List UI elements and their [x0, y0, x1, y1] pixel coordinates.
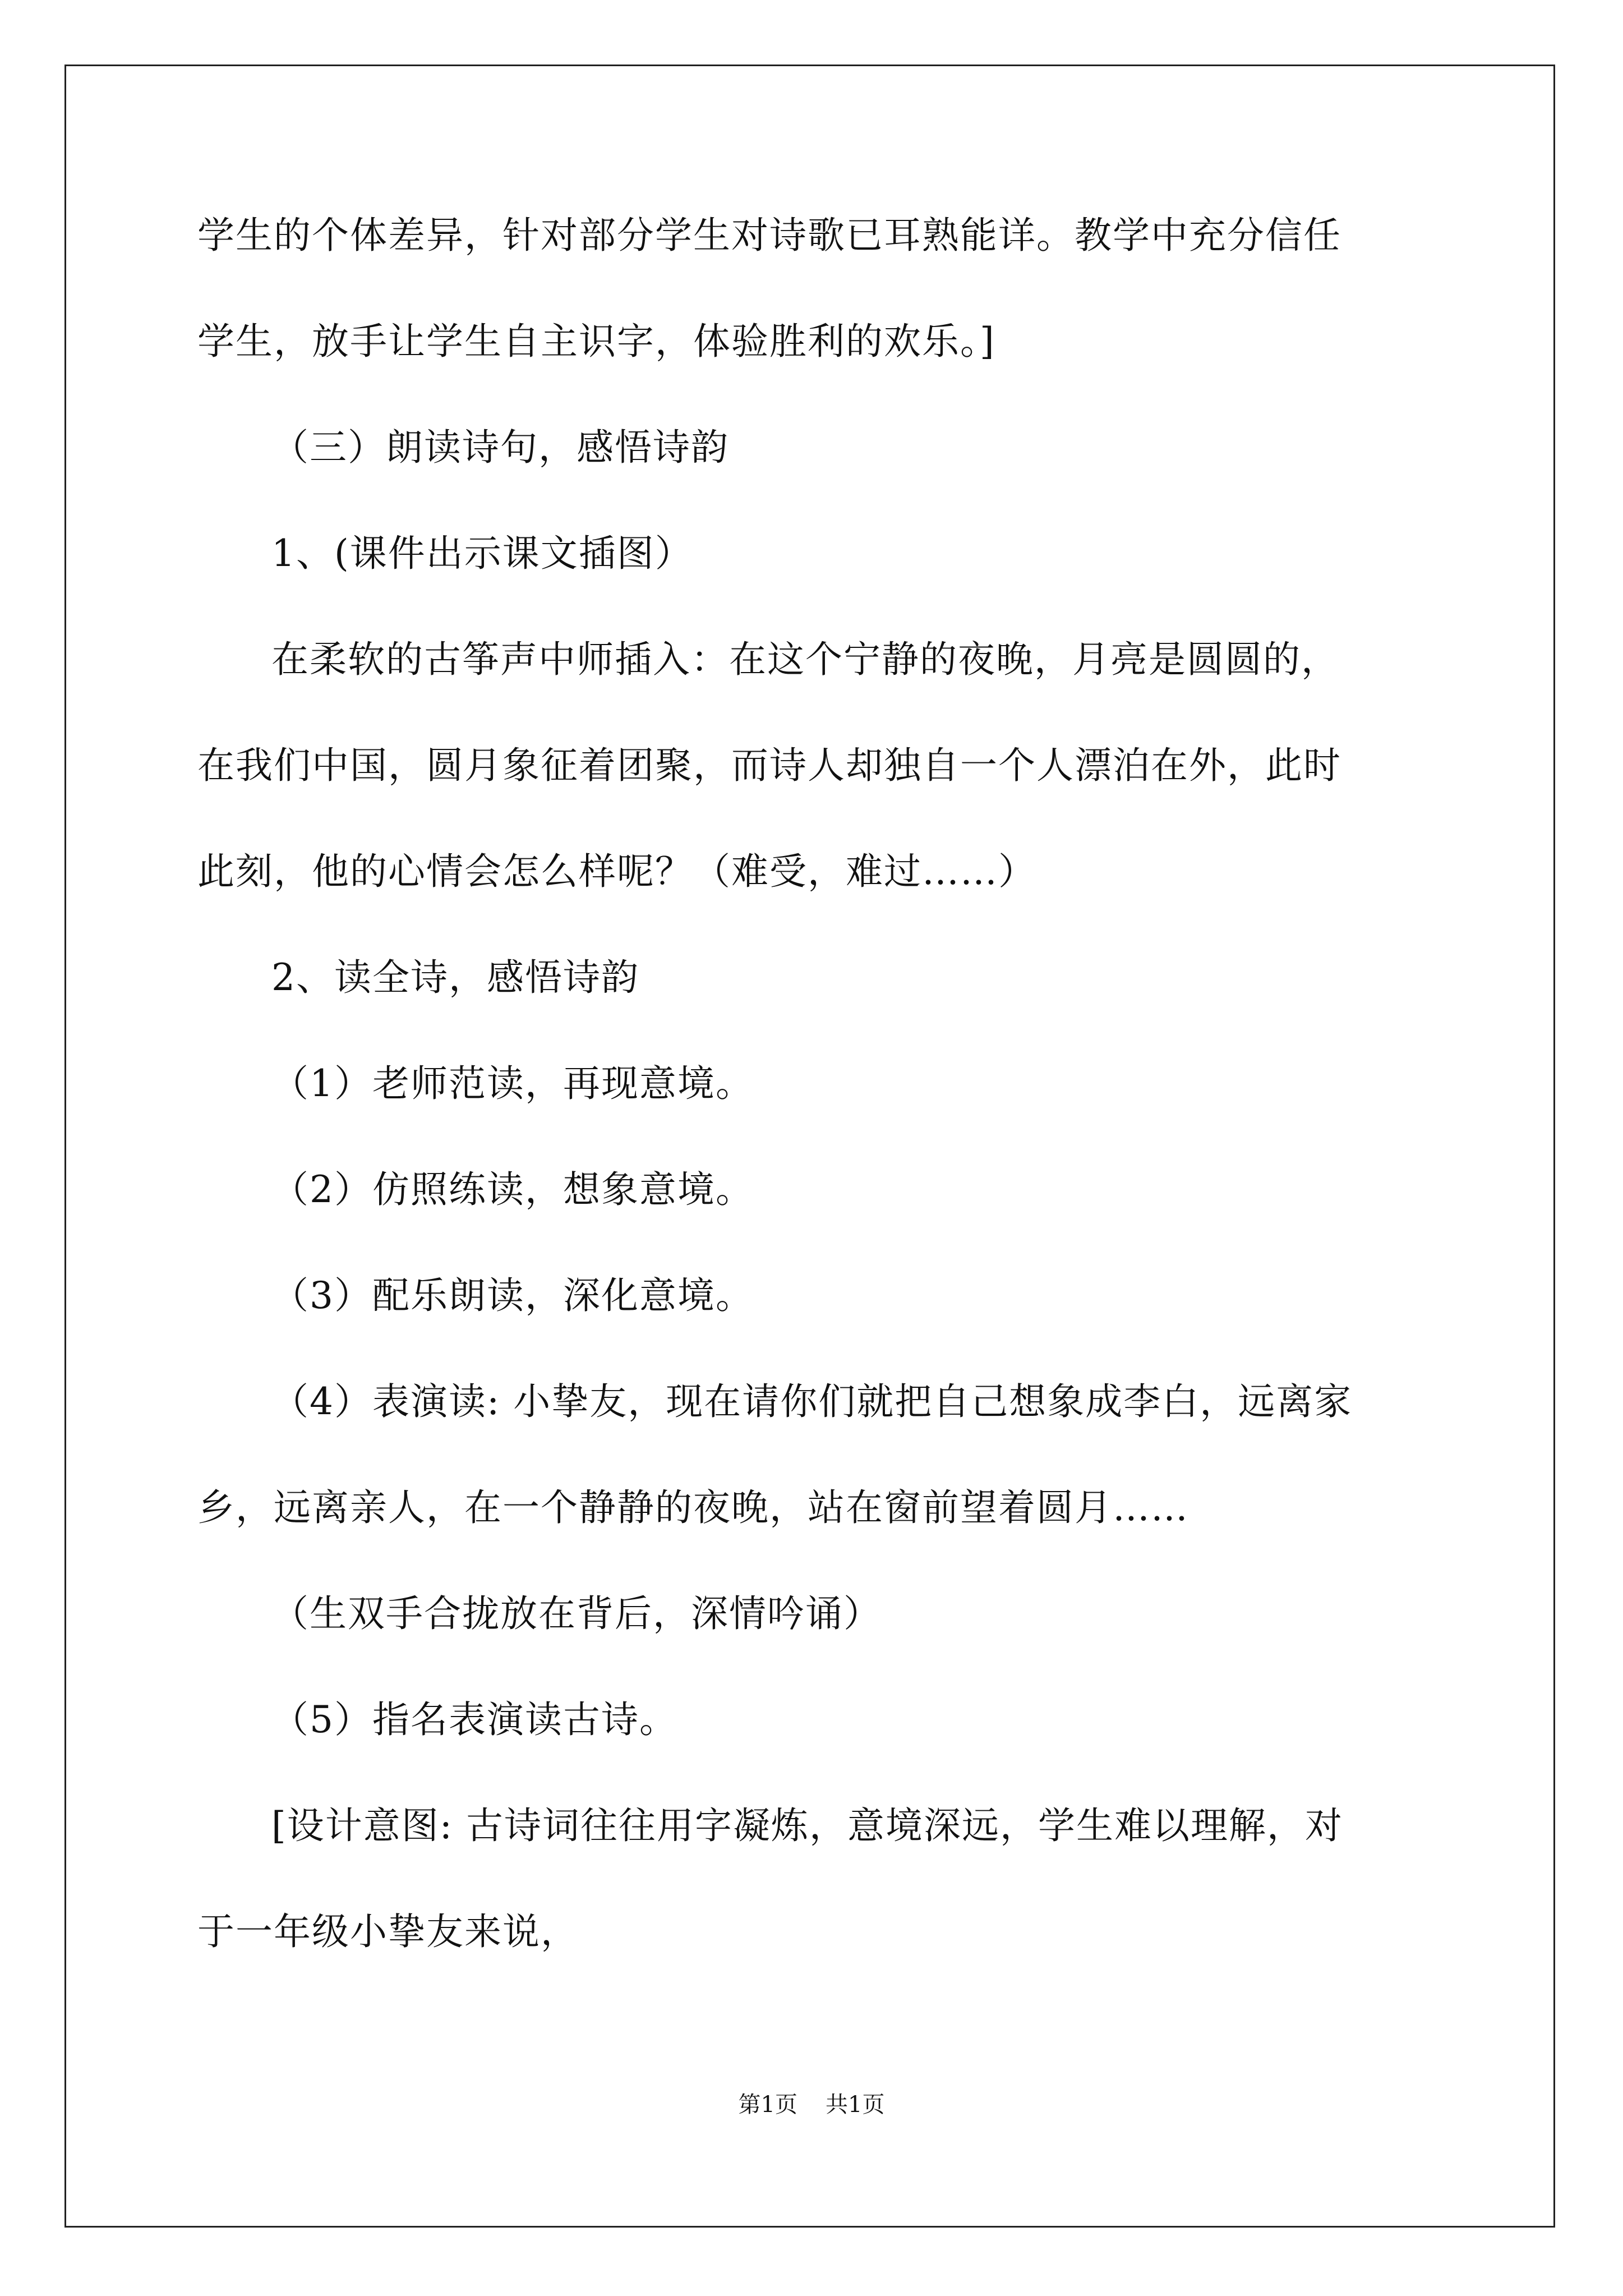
list-item: （2）仿照练读，想象意境。 [271, 1168, 754, 1211]
page-total: 共1页 [826, 2092, 885, 2118]
list-item: （3）配乐朗读，深化意境。 [271, 1274, 754, 1317]
list-item: （5）指名表演读古诗。 [271, 1698, 677, 1741]
design-intent-note: [设计意图: 古诗词往往用字凝炼，意境深远，学生难以理解，对 [271, 1804, 1343, 1847]
page-footer [0, 2091, 1623, 2119]
text-line: 此刻，他的心情会怎么样呢？（难受，难过……） [197, 850, 1036, 893]
document-body [197, 213, 1431, 2016]
subsection-heading: 1、(课件出示课文插图） [271, 532, 693, 575]
page-number: 第1页 [738, 2092, 797, 2118]
text-line: （生双手合拢放在背后，深情吟诵） [271, 1592, 882, 1635]
text-line: 在柔软的古筝声中师插入：在这个宁静的夜晚，月亮是圆圆的， [271, 638, 1339, 681]
text-line: 于一年级小挚友来说， [197, 1910, 579, 1953]
section-heading: （三）朗读诗句，感悟诗韵 [271, 426, 729, 469]
text-line: 学生的个体差异，针对部分学生对诗歌已耳熟能详。教学中充分信任 [197, 214, 1341, 257]
text-line: 学生，放手让学生自主识字，体验胜利的欢乐。] [197, 320, 995, 363]
text-line: 在我们中国，圆月象征着团聚，而诗人却独自一个人漂泊在外，此时 [197, 744, 1341, 787]
list-item: （1）老师范读，再现意境。 [271, 1062, 754, 1105]
list-item: （4）表演读: 小挚友，现在请你们就把自己想象成李白，远离家 [271, 1380, 1353, 1423]
text-line: 乡，远离亲人，在一个静静的夜晚，站在窗前望着圆月…… [197, 1486, 1189, 1529]
subsection-heading: 2、读全诗，感悟诗韵 [271, 956, 639, 999]
